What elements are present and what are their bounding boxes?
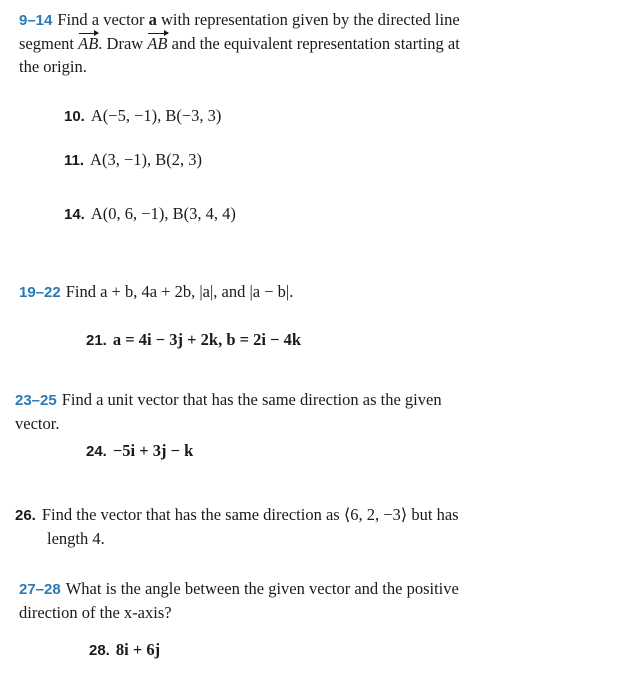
- section-9-14: [19, 8, 460, 78]
- problem-21: [86, 328, 301, 352]
- problem-number: 14.: [64, 206, 85, 223]
- section-23-25-text: Find a unit vector that has the same direction as the given: [61, 390, 442, 409]
- section-26-line-1: [15, 503, 459, 527]
- section-9-14-text-e: and the equivalent representation starting at: [167, 34, 460, 53]
- section-9-14-text-c: segment: [19, 34, 79, 53]
- problem-text: A(3, −1), B(2, 3): [90, 150, 202, 169]
- problem-text: 8i + 6j: [115, 640, 161, 659]
- section-27-28-text: What is the angle between the given vector and the positive: [65, 579, 459, 598]
- problem-number: 21.: [86, 332, 107, 349]
- section-26-line-2: length 4.: [47, 529, 105, 548]
- problem-11: [64, 148, 202, 172]
- section-26-text: Find the vector that has the same direction as ⟨6, 2, −3⟩ but has: [41, 505, 459, 524]
- problem-number: 28.: [89, 642, 110, 659]
- problem-number: 10.: [64, 108, 85, 125]
- vector-ab-arrow-2: AB: [147, 34, 168, 53]
- problem-number: 24.: [86, 443, 107, 460]
- section-range-9-14: 9–14: [19, 12, 53, 29]
- section-23-25-line-2: vector.: [15, 414, 60, 433]
- vector-ab-arrow-1: AB: [78, 34, 99, 53]
- section-9-14-line-3: the origin.: [19, 57, 87, 76]
- problem-text: −5i + 3j − k: [112, 441, 194, 460]
- section-27-28-line-2: direction of the x-axis?: [19, 603, 172, 622]
- problem-number: 26.: [15, 507, 36, 524]
- section-26: [15, 503, 459, 550]
- problem-text: A(0, 6, −1), B(3, 4, 4): [90, 204, 236, 223]
- section-range-23-25: 23–25: [15, 392, 57, 409]
- section-9-14-line-1: [19, 8, 460, 32]
- problem-28: [89, 638, 160, 662]
- section-19-22-text: Find a + b, 4a + 2b, |a|, and |a − b|.: [65, 282, 294, 301]
- section-9-14-line-2: [19, 32, 460, 55]
- problem-text: a = 4i − 3j + 2k, b = 2i − 4k: [112, 330, 302, 349]
- section-27-28: [19, 577, 459, 624]
- vector-a-symbol: a: [148, 10, 157, 29]
- problem-14: [64, 202, 236, 226]
- problem-10: [64, 104, 221, 128]
- problem-text: A(−5, −1), B(−3, 3): [90, 106, 222, 125]
- section-27-28-line-1: [19, 577, 459, 601]
- problem-24: [86, 439, 193, 463]
- section-9-14-text-a: Find a vector: [57, 10, 149, 29]
- problem-number: 11.: [64, 152, 85, 169]
- section-range-19-22: 19–22: [19, 284, 61, 301]
- section-23-25: [15, 388, 442, 435]
- section-23-25-line-1: [15, 388, 442, 412]
- section-19-22: [19, 280, 293, 304]
- section-range-27-28: 27–28: [19, 581, 61, 598]
- section-9-14-text-b: with representation given by the directed line: [156, 10, 460, 29]
- section-9-14-text-d: . Draw: [98, 34, 148, 53]
